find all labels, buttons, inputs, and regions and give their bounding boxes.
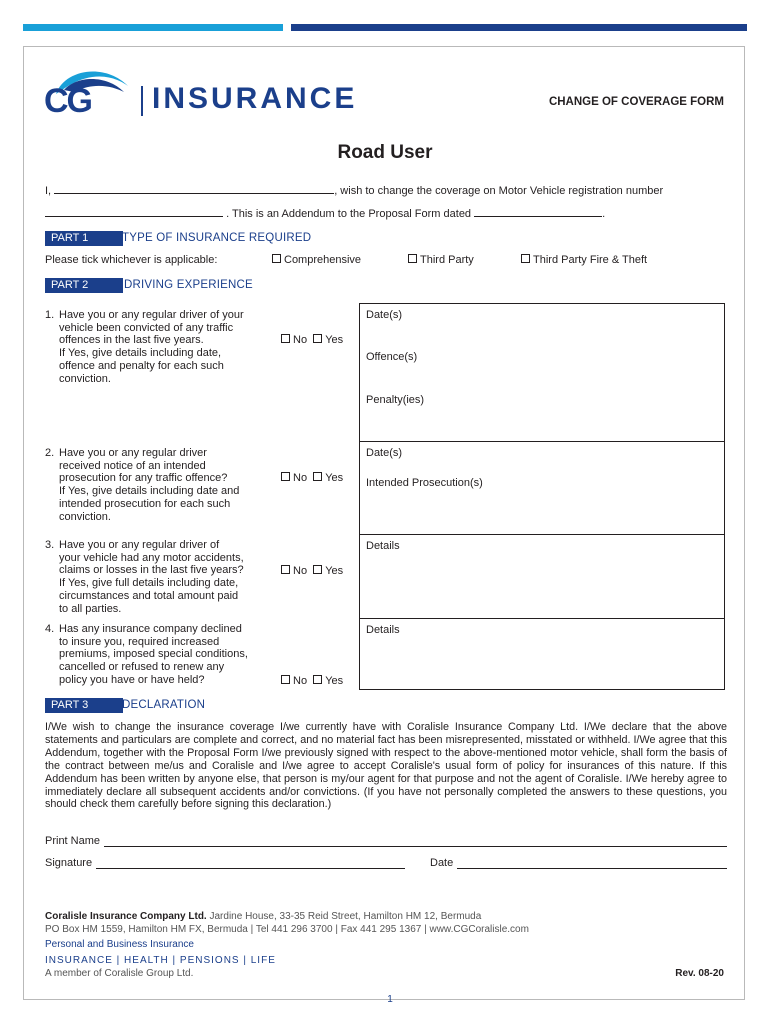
form-label: CHANGE OF COVERAGE FORM xyxy=(548,96,724,108)
question-2-answer xyxy=(281,472,343,484)
revision-label: Rev. 08-20 xyxy=(675,968,724,979)
date-row xyxy=(430,857,727,869)
checkbox-icon[interactable] xyxy=(313,472,322,481)
checkbox-icon[interactable] xyxy=(272,254,281,263)
part1-tag: PART 1 xyxy=(45,231,123,246)
checkbox-icon[interactable] xyxy=(313,565,322,574)
question-2-details-box[interactable] xyxy=(359,441,725,535)
print-name-field[interactable] xyxy=(104,835,727,847)
page-title: Road User xyxy=(337,142,433,163)
question-4-details-box[interactable] xyxy=(359,618,725,690)
checkbox-icon[interactable] xyxy=(313,675,322,684)
name-field[interactable] xyxy=(54,193,334,194)
field-label: Details xyxy=(366,540,400,552)
field-label: Intended Prosecution(s) xyxy=(366,477,483,489)
declaration-text: I/We wish to change the insurance coverage I/we currently have with Coralisle Insurance Company Ltd. I/We declare that the above statements and particulars are complete and correct, and no material fact has been misrepresented, misstated or withheld. I/We agree that this Addendum, together with the Proposal Form I/we previously signed with respect to the above-mentioned motor vehicle, shall form the basis of the contract between me/us and Coralisle and I/we agree to accept Coralisle's usual form of policy for insurances of this nature. If this Addendum has been written by anyone else, that person is my/our agent for that purpose and not the agent of Coralisle. I/We hereby agree to immediately declare all subsequent accidents and/or convictions. (If you have not personally completed the answers to these questions, you should check them carefully before signing this declaration.) xyxy=(45,721,727,811)
part3-title: DECLARATION xyxy=(122,699,206,711)
date-field[interactable] xyxy=(457,857,727,869)
date-label: Date xyxy=(430,857,454,869)
question-4-text: Has any insurance company declined to insure you, required increased premiums, imposed special conditions, cancelled or refused to renew any policy you have or have held? xyxy=(59,623,248,686)
question-3-answer xyxy=(281,565,343,577)
no-label: No xyxy=(293,472,308,484)
signature-label: Signature xyxy=(45,857,93,869)
field-label: Details xyxy=(366,624,400,636)
question-3-text: Have you or any regular driver of your vehicle had any motor accidents, claims or losses in the last five years? If Yes, give full details including date, circumstances and total amount paid to all parties. xyxy=(59,539,244,615)
field-label: Penalty(ies) xyxy=(366,394,425,406)
registration-number-field[interactable] xyxy=(45,216,223,217)
option-label: Comprehensive xyxy=(284,254,362,266)
part1-prompt: Please tick whichever is applicable: xyxy=(45,254,218,266)
no-label: No xyxy=(293,334,308,346)
intro-line-2 xyxy=(45,208,605,220)
no-label: No xyxy=(293,675,308,687)
logo-wordmark: INSURANCE xyxy=(152,82,358,115)
header-accent-bar-navy xyxy=(291,24,747,31)
yes-label: Yes xyxy=(325,472,344,484)
question-1-details-box[interactable] xyxy=(359,303,725,442)
option-third-party-fire-theft[interactable] xyxy=(521,254,647,266)
part2-title: DRIVING EXPERIENCE xyxy=(124,279,253,291)
intro-end: . xyxy=(602,208,606,220)
checkbox-icon[interactable] xyxy=(521,254,530,263)
footer-company-line xyxy=(45,911,481,922)
field-label: Offence(s) xyxy=(366,351,418,363)
question-4-number: 4. xyxy=(45,623,55,635)
print-name-label: Print Name xyxy=(45,835,101,847)
yes-label: Yes xyxy=(325,565,344,577)
field-label: Date(s) xyxy=(366,309,403,321)
intro-prefix: I, xyxy=(45,185,52,197)
checkbox-icon[interactable] xyxy=(408,254,417,263)
question-4-answer xyxy=(281,675,343,687)
checkbox-icon[interactable] xyxy=(313,334,322,343)
field-label: Date(s) xyxy=(366,447,403,459)
proposal-date-field[interactable] xyxy=(474,216,602,217)
company-name: Coralisle Insurance Company Ltd. xyxy=(45,911,207,922)
option-third-party[interactable] xyxy=(408,254,474,266)
question-1-answer xyxy=(281,334,343,346)
company-address: Jardine House, 33-35 Reid Street, Hamilton HM 12, Bermuda xyxy=(209,911,482,922)
page-number: 1 xyxy=(387,994,393,1005)
footer-contact: PO Box HM 1559, Hamilton HM FX, Bermuda | Tel 441 296 3700 | Fax 441 295 1367 | www.CGCoralisle.com xyxy=(45,924,529,935)
signature-field[interactable] xyxy=(96,857,405,869)
part1-title: TYPE OF INSURANCE REQUIRED xyxy=(122,232,312,244)
footer-member: A member of Coralisle Group Ltd. xyxy=(45,968,194,979)
question-2-text: Have you or any regular driver received notice of an intended prosecution for any traffic offence? If Yes, give details including date and intended prosecution for each such conviction. xyxy=(59,447,240,523)
checkbox-icon[interactable] xyxy=(281,565,290,574)
option-comprehensive[interactable] xyxy=(272,254,361,266)
checkbox-icon[interactable] xyxy=(281,472,290,481)
question-3-details-box[interactable] xyxy=(359,534,725,619)
question-1-text: Have you or any regular driver of your vehicle been convicted of any traffic offences in the last five years. If Yes, give details including date, offence and penalty for each such conviction. xyxy=(59,309,244,385)
intro-addendum-text: . This is an Addendum to the Proposal Form dated xyxy=(226,208,472,220)
intro-line-1 xyxy=(45,185,735,197)
footer-business-lines: INSURANCE | HEALTH | PENSIONS | LIFE xyxy=(45,955,276,966)
cg-logo xyxy=(42,64,132,124)
checkbox-icon[interactable] xyxy=(281,334,290,343)
signature-row xyxy=(45,857,405,869)
option-label: Third Party Fire & Theft xyxy=(533,254,648,266)
yes-label: Yes xyxy=(325,334,344,346)
intro-suffix: , wish to change the coverage on Motor Vehicle registration number xyxy=(334,185,664,197)
logo-letters: CG xyxy=(44,82,91,120)
footer-segment: Personal and Business Insurance xyxy=(45,939,194,950)
option-label: Third Party xyxy=(420,254,474,266)
question-2-number: 2. xyxy=(45,447,55,459)
question-1-number: 1. xyxy=(45,309,55,321)
logo-divider xyxy=(141,86,143,116)
question-3-number: 3. xyxy=(45,539,55,551)
checkbox-icon[interactable] xyxy=(281,675,290,684)
part3-tag: PART 3 xyxy=(45,698,123,713)
part2-tag: PART 2 xyxy=(45,278,123,293)
yes-label: Yes xyxy=(325,675,344,687)
print-name-row xyxy=(45,835,727,847)
no-label: No xyxy=(293,565,308,577)
header-accent-bar-cyan xyxy=(23,24,283,31)
